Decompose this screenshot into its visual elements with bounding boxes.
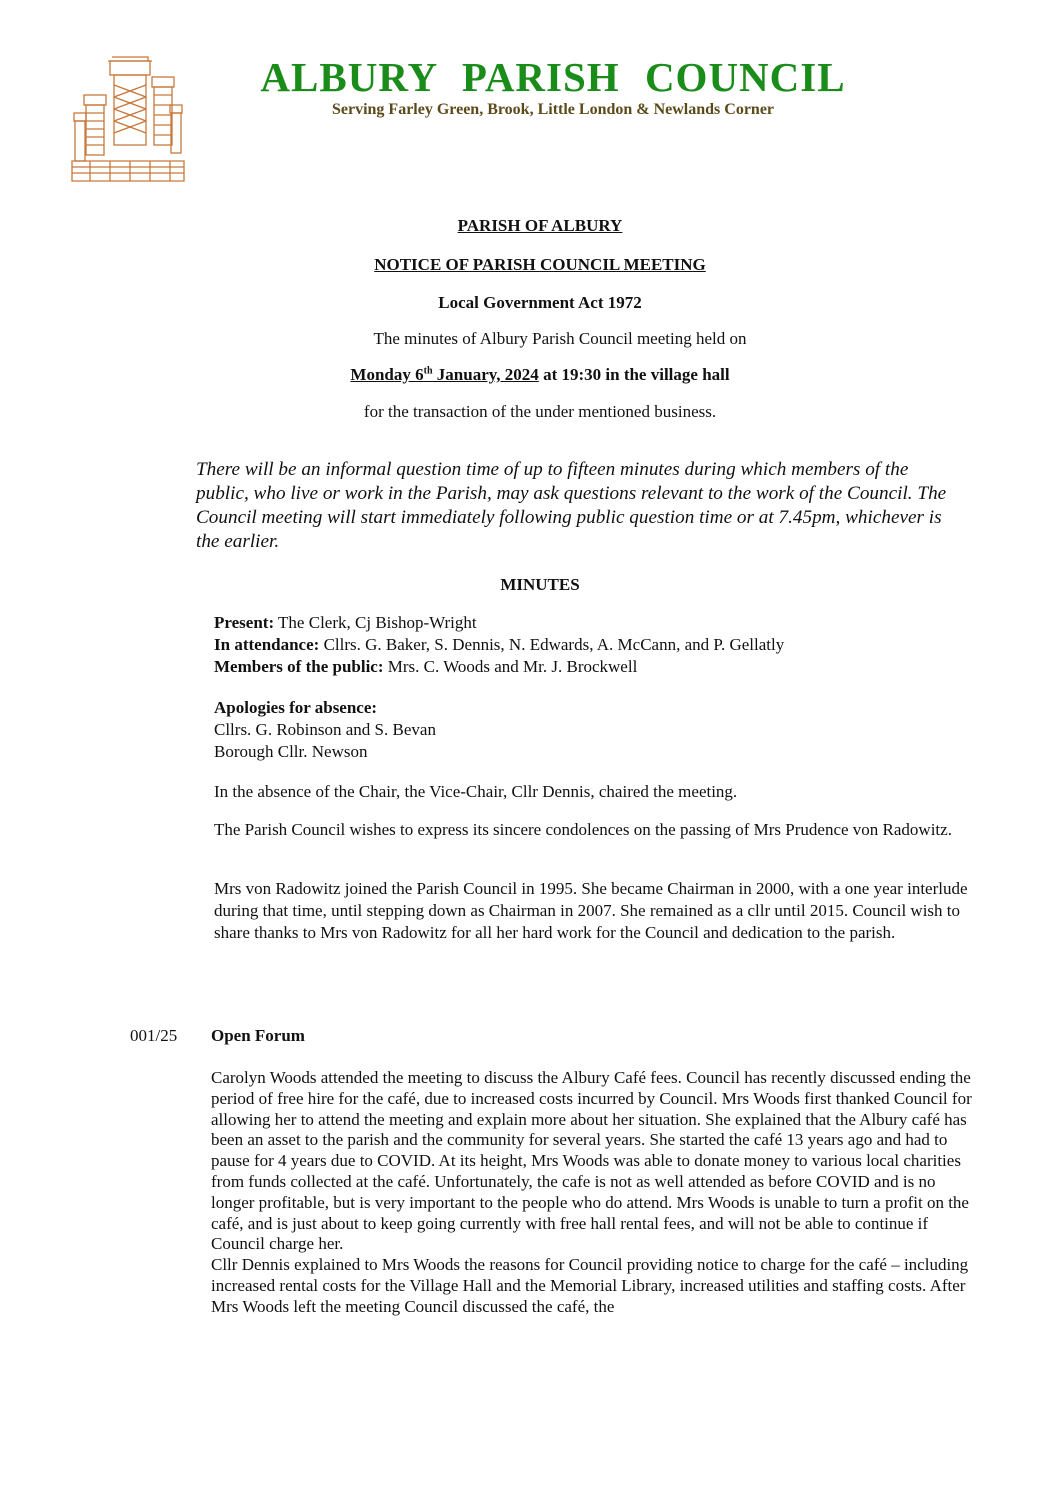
open-forum-text (211, 1068, 981, 1318)
albury-chimneys-logo (70, 55, 188, 187)
held-on-line: The minutes of Albury Parish Council meeting held on (373, 329, 747, 348)
attendance-block (214, 612, 974, 678)
chair-note: In the absence of the Chair, the Vice-Chair, Cllr Dennis, chaired the meeting. (214, 782, 738, 801)
apologies-borough: Borough Cllr. Newson (214, 742, 368, 761)
meeting-date-line (0, 365, 1058, 385)
present-line: Present: The Clerk, Cj Bishop-Wright (214, 613, 477, 632)
item-title: Open Forum (211, 1026, 305, 1045)
act-heading: Local Government Act 1972 (438, 293, 642, 312)
council-subtitle: Serving Farley Green, Brook, Little London & Newlands Corner (331, 101, 775, 118)
council-title: ALBURY PARISH COUNCIL (260, 54, 846, 100)
meeting-time-place: at 19:30 in the village hall (538, 365, 730, 384)
open-forum-paragraph-2: Cllr Dennis explained to Mrs Woods the reasons for Council providing notice to charge for the café – including increased rental costs for the Village Hall and the Memorial Library, increased utilities and staffing costs. After Mrs Woods left the meeting Council discussed the café, the (211, 1255, 969, 1316)
apologies-label: Apologies for absence: (214, 698, 378, 717)
item-number: 001/25 (130, 1026, 178, 1045)
condolences-paragraph: The Parish Council wishes to express its sincere condolences on the passing of Mrs Prudence von Radowitz. (214, 820, 952, 839)
in-attendance-line: In attendance: Cllrs. G. Baker, S. Dennis, N. Edwards, A. McCann, and P. Gellatly (214, 635, 785, 654)
public-members-line: Members of the public: Mrs. C. Woods and Mr. J. Brockwell (214, 657, 638, 676)
parish-heading: PARISH OF ALBURY (457, 216, 623, 235)
transaction-line: for the transaction of the under mentioned business. (363, 402, 717, 421)
tribute-paragraph: Mrs von Radowitz joined the Parish Council in 1995. She became Chairman in 2000, with a one year interlude during that time, until stepping down as Chairman in 2007. She remained as a cllr until 2015. Council wish to share thanks to Mrs von Radowitz for all her hard work for the Council and dedication to the parish. (214, 879, 968, 942)
open-forum-paragraph-1: Carolyn Woods attended the meeting to discuss the Albury Café fees. Council has recently discussed ending the period of free hire for the café, due to increased costs incurred by Council. Mrs Woods first thanked Council for allowing her to attend the meeting and explain more about her situation. She explained that the Albury café has been an asset to the parish and the community for several years. She started the café 13 years ago and had to pause for 4 years due to COVID. At its height, Mrs Woods was able to donate money to various local charities from funds collected at the café. Unfortunately, the cafe is not as well attended as before COVID and is no longer profitable, but is very important to the people who do attend. Mrs Woods is unable to turn a profit on the café, and is just about to keep going currently with free hall rental fees, and will not be able to continue if Council charge her. (211, 1068, 972, 1254)
minutes-heading: MINUTES (500, 575, 580, 594)
apologies-block (214, 697, 974, 763)
apologies-cllrs: Cllrs. G. Robinson and S. Bevan (214, 720, 436, 739)
notice-heading: NOTICE OF PARISH COUNCIL MEETING (374, 255, 706, 274)
meeting-date: Monday 6th January, 2024 (350, 365, 539, 384)
public-question-notice: There will be an informal question time of up to fifteen minutes during which members of the public, who live or work in the Parish, may ask questions relevant to the work of the Council. The Council meeting will start immediately following public question time or at 7.45pm, whichever is the earlier. (196, 459, 947, 552)
